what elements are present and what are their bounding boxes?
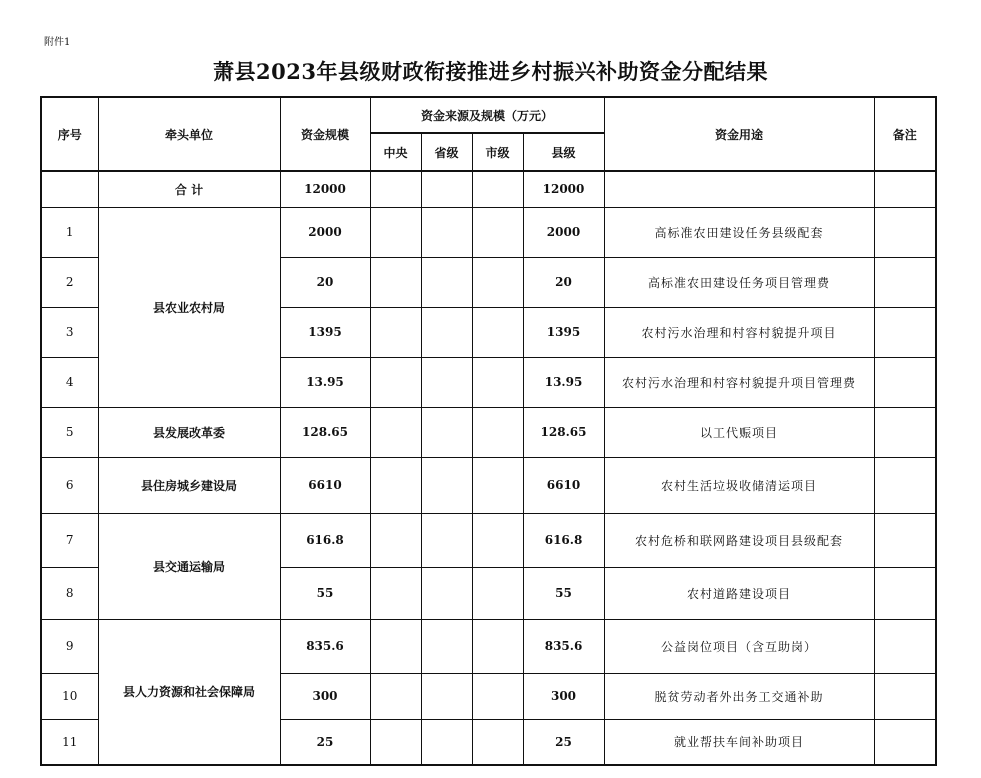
row-note <box>874 407 936 457</box>
row-scale: 128.65 <box>280 407 370 457</box>
row-scale: 25 <box>280 719 370 765</box>
unit-housing: 县住房城乡建设局 <box>98 457 280 513</box>
row-central <box>370 307 421 357</box>
row-use: 农村生活垃圾收储清运项目 <box>604 457 874 513</box>
header-source-group: 资金来源及规模（万元） <box>370 97 604 133</box>
row-province <box>421 357 472 407</box>
row-central <box>370 407 421 457</box>
row-use: 农村道路建设项目 <box>604 567 874 619</box>
total-central <box>370 171 421 207</box>
row-scale: 1395 <box>280 307 370 357</box>
row-scale: 300 <box>280 673 370 719</box>
attachment-label: 附件1 <box>44 37 71 48</box>
header-county: 县级 <box>523 133 604 171</box>
row-province <box>421 307 472 357</box>
row-use: 以工代赈项目 <box>604 407 874 457</box>
row-note <box>874 207 936 257</box>
row-seq: 6 <box>41 457 98 513</box>
allocation-table <box>40 96 937 766</box>
row-note <box>874 457 936 513</box>
row-city <box>472 513 523 567</box>
row-note <box>874 567 936 619</box>
row-city <box>472 407 523 457</box>
row-central <box>370 207 421 257</box>
row-seq: 7 <box>41 513 98 567</box>
row-city <box>472 719 523 765</box>
row-city <box>472 673 523 719</box>
row-note <box>874 619 936 673</box>
row-province <box>421 407 472 457</box>
header-central: 中央 <box>370 133 421 171</box>
row-city <box>472 207 523 257</box>
row-central <box>370 257 421 307</box>
row-city <box>472 357 523 407</box>
total-row <box>41 171 936 207</box>
row-use: 就业帮扶车间补助项目 <box>604 719 874 765</box>
header-city: 市级 <box>472 133 523 171</box>
table-row <box>41 207 936 257</box>
unit-hr: 县人力资源和社会保障局 <box>98 619 280 765</box>
row-seq: 11 <box>41 719 98 765</box>
row-seq: 8 <box>41 567 98 619</box>
row-note <box>874 307 936 357</box>
row-seq: 3 <box>41 307 98 357</box>
row-central <box>370 619 421 673</box>
total-use <box>604 171 874 207</box>
header-unit: 牵头单位 <box>98 97 280 171</box>
row-county: 25 <box>523 719 604 765</box>
total-scale: 12000 <box>280 171 370 207</box>
row-use: 高标准农田建设任务项目管理费 <box>604 257 874 307</box>
header-seq: 序号 <box>41 97 98 171</box>
row-county: 2000 <box>523 207 604 257</box>
row-province <box>421 513 472 567</box>
total-province <box>421 171 472 207</box>
row-central <box>370 513 421 567</box>
row-city <box>472 457 523 513</box>
row-note <box>874 673 936 719</box>
row-province <box>421 673 472 719</box>
row-scale: 2000 <box>280 207 370 257</box>
row-county: 55 <box>523 567 604 619</box>
row-note <box>874 719 936 765</box>
row-use: 农村危桥和联网路建设项目县级配套 <box>604 513 874 567</box>
row-province <box>421 207 472 257</box>
row-central <box>370 719 421 765</box>
total-city <box>472 171 523 207</box>
row-province <box>421 457 472 513</box>
row-county: 13.95 <box>523 357 604 407</box>
row-note <box>874 357 936 407</box>
row-note <box>874 513 936 567</box>
row-use: 高标准农田建设任务县级配套 <box>604 207 874 257</box>
row-city <box>472 567 523 619</box>
row-seq: 2 <box>41 257 98 307</box>
row-county: 6610 <box>523 457 604 513</box>
row-province <box>421 619 472 673</box>
row-scale: 13.95 <box>280 357 370 407</box>
row-county: 128.65 <box>523 407 604 457</box>
row-province <box>421 719 472 765</box>
row-use: 公益岗位项目（含互助岗） <box>604 619 874 673</box>
unit-ndrc: 县发展改革委 <box>98 407 280 457</box>
row-county: 300 <box>523 673 604 719</box>
header-note: 备注 <box>874 97 936 171</box>
table-row <box>41 457 936 513</box>
table-row <box>41 407 936 457</box>
row-scale: 835.6 <box>280 619 370 673</box>
row-city <box>472 619 523 673</box>
row-county: 835.6 <box>523 619 604 673</box>
total-note <box>874 171 936 207</box>
row-central <box>370 457 421 513</box>
row-seq: 10 <box>41 673 98 719</box>
header-use: 资金用途 <box>604 97 874 171</box>
row-seq: 1 <box>41 207 98 257</box>
row-use: 农村污水治理和村容村貌提升项目管理费 <box>604 357 874 407</box>
total-county: 12000 <box>523 171 604 207</box>
row-seq: 5 <box>41 407 98 457</box>
row-central <box>370 567 421 619</box>
row-scale: 55 <box>280 567 370 619</box>
row-city <box>472 307 523 357</box>
row-scale: 6610 <box>280 457 370 513</box>
row-province <box>421 567 472 619</box>
row-note <box>874 257 936 307</box>
header-scale: 资金规模 <box>280 97 370 171</box>
row-central <box>370 673 421 719</box>
total-label: 合 计 <box>98 171 280 207</box>
row-county: 1395 <box>523 307 604 357</box>
row-use: 农村污水治理和村容村貌提升项目 <box>604 307 874 357</box>
unit-agri: 县农业农村局 <box>98 207 280 407</box>
row-province <box>421 257 472 307</box>
row-central <box>370 357 421 407</box>
row-city <box>472 257 523 307</box>
row-county: 20 <box>523 257 604 307</box>
header-province: 省级 <box>421 133 472 171</box>
row-scale: 616.8 <box>280 513 370 567</box>
row-county: 616.8 <box>523 513 604 567</box>
unit-transport: 县交通运输局 <box>98 513 280 619</box>
table-row <box>41 619 936 673</box>
page-title: 萧县2023年县级财政衔接推进乡村振兴补助资金分配结果 <box>213 59 768 84</box>
row-scale: 20 <box>280 257 370 307</box>
total-seq <box>41 171 98 207</box>
row-use: 脱贫劳动者外出务工交通补助 <box>604 673 874 719</box>
row-seq: 9 <box>41 619 98 673</box>
row-seq: 4 <box>41 357 98 407</box>
table-row <box>41 513 936 567</box>
